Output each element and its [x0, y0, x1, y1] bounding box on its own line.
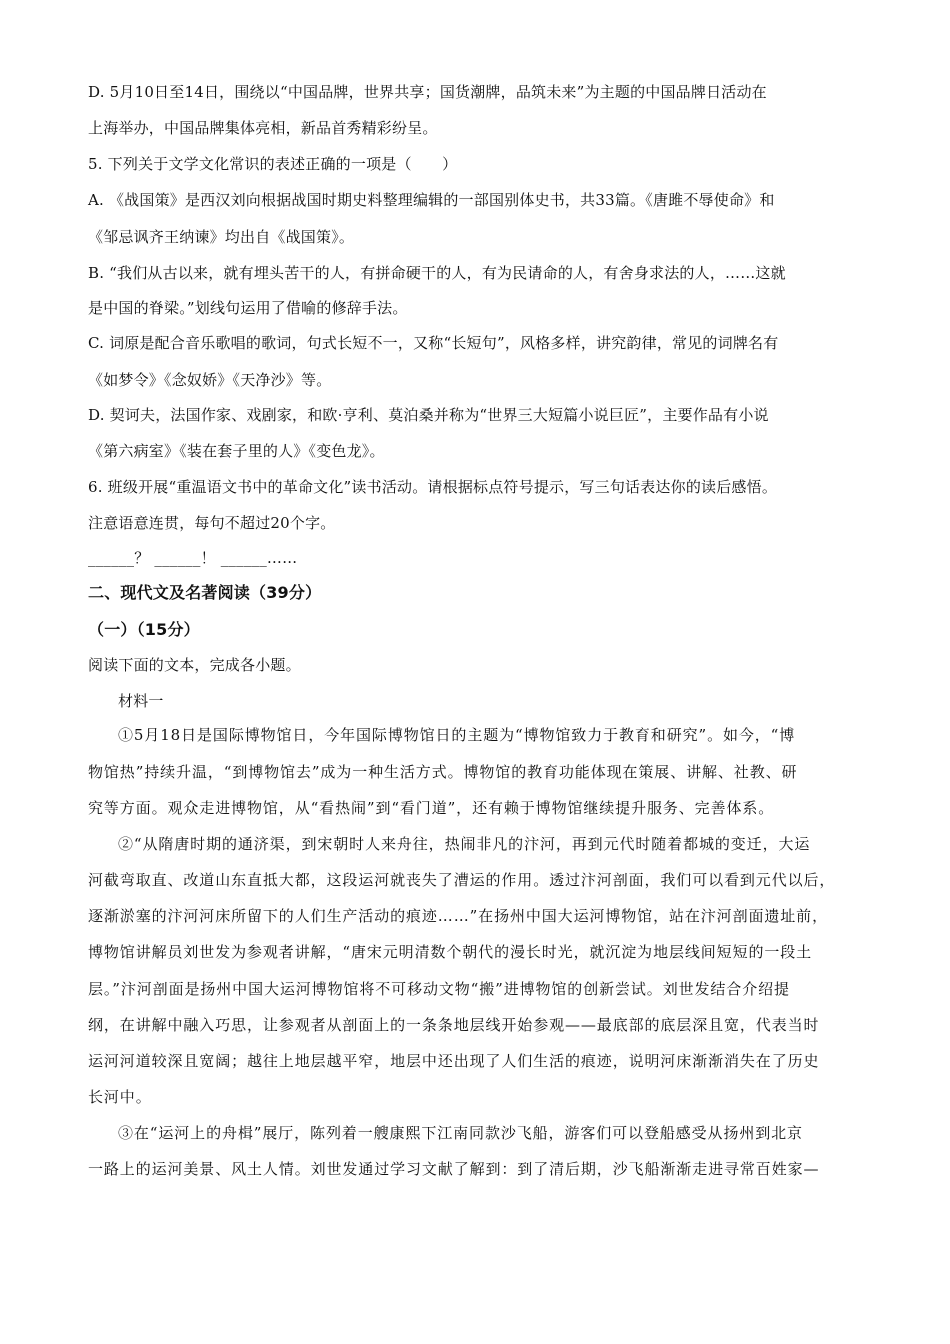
paragraph-2-line-7: 运河河道较深且宽阔；越往上地层越平窄，地层中还出现了人们生活的痕迹，说明河床渐渐消失在了历史: [88, 1052, 820, 1070]
paragraph-2-line-4: 博物馆讲解员刘世发为参观者讲解，“唐宋元明清数个朝代的漫长时光，就沉淀为地层线间短短的一段土: [88, 943, 813, 961]
question-6-stem-line-1: 6. 班级开展“重温语文书中的革命文化”读书活动。请根据标点符号提示，写三句话表达你的读后感悟。: [88, 478, 778, 496]
paragraph-2-line-6: 纲，在讲解中融入巧思，让参观者从剖面上的一条条地层线开始参观——最底部的底层深且宽，代表当时: [88, 1016, 820, 1034]
paragraph-2-line-2: 河截弯取直、改道山东直抵大都，这段运河就丧失了漕运的作用。透过汴河剖面，我们可以看到元代以后，: [88, 871, 836, 889]
question-5-stem: 5. 下列关于文学文化常识的表述正确的一项是（ ）: [88, 155, 458, 173]
question-6-stem-line-2: 注意语意连贯，每句不超过20个字。: [88, 514, 336, 532]
material-1-label: 材料一: [118, 692, 164, 710]
paragraph-2-line-1: ②“从隋唐时期的通济渠，到宋朝时人来舟往，热闹非凡的汴河，再到元代时随着都城的变迁，大运: [118, 835, 811, 853]
q5-option-c-line-1: C. 词原是配合音乐歌唱的歌词，句式长短不一，又称“长短句”，风格多样，讲究韵律，常见的词牌名有: [88, 334, 779, 352]
option-d-line-1: D. 5月10日至14日，围绕以“中国品牌，世界共享；国货潮牌，品筑未来”为主题的中国品牌日活动在: [88, 83, 767, 101]
paragraph-1-line-1: ①5月18日是国际博物馆日，今年国际博物馆日的主题为“博物馆致力于教育和研究”。如今，“博: [118, 726, 796, 744]
option-d-line-2: 上海举办，中国品牌集体亮相，新品首秀精彩纷呈。: [88, 119, 438, 137]
paragraph-2-line-3: 逐渐淤塞的汴河河床所留下的人们生产活动的痕迹……”在扬州中国大运河博物馆，站在汴河剖面遗址前，: [88, 907, 828, 925]
question-6-answer-blanks: ______？ ______！ ______……: [88, 549, 298, 567]
q5-option-b-line-1: B. “我们从古以来，就有埋头苦干的人，有拼命硬干的人，有为民请命的人，有舍身求法的人，……这就: [88, 264, 786, 282]
part-1-heading: （一）（15分）: [88, 620, 200, 639]
paragraph-1-line-3: 究等方面。观众走进博物馆，从“看热闹”到“看门道”，还有赖于博物馆继续提升服务、完善体系。: [88, 799, 775, 817]
paragraph-3-line-2: 一路上的运河美景、风土人情。刘世发通过学习文献了解到：到了清后期，沙飞船渐渐走进寻常百姓家—: [88, 1160, 820, 1178]
paragraph-2-line-5: 层。”汴河剖面是扬州中国大运河博物馆将不可移动文物“搬”进博物馆的创新尝试。刘世发结合介绍提: [88, 980, 790, 998]
section-2-heading: 二、现代文及名著阅读（39分）: [88, 583, 322, 602]
q5-option-d-line-1: D. 契诃夫，法国作家、戏剧家，和欧·亨利、莫泊桑并称为“世界三大短篇小说巨匠”，主要作品有小说: [88, 406, 769, 424]
q5-option-d-line-2: 《第六病室》《装在套子里的人》《变色龙》。: [88, 442, 385, 460]
reading-instruction: 阅读下面的文本，完成各小题。: [88, 656, 301, 674]
paragraph-1-line-2: 物馆热”持续升温，“到博物馆去”成为一种生活方式。博物馆的教育功能体现在策展、讲解、社教、研: [88, 763, 798, 781]
q5-option-a-line-2: 《邹忌讽齐王纳谏》均出自《战国策》。: [88, 228, 355, 246]
paragraph-3-line-1: ③在“运河上的舟楫”展厅，陈列着一艘康熙下江南同款沙飞船，游客们可以登船感受从扬州到北京: [118, 1124, 803, 1142]
q5-option-a-line-1: A. 《战国策》是西汉刘向根据战国时期史料整理编辑的一部国别体史书，共33篇。《唐雎不辱使命》和: [88, 191, 775, 209]
q5-option-c-line-2: 《如梦令》《念奴娇》《天净沙》等。: [88, 371, 332, 389]
paragraph-2-line-8: 长河中。: [88, 1088, 152, 1106]
q5-option-b-line-2: 是中国的脊梁。”划线句运用了借喻的修辞手法。: [88, 299, 408, 317]
